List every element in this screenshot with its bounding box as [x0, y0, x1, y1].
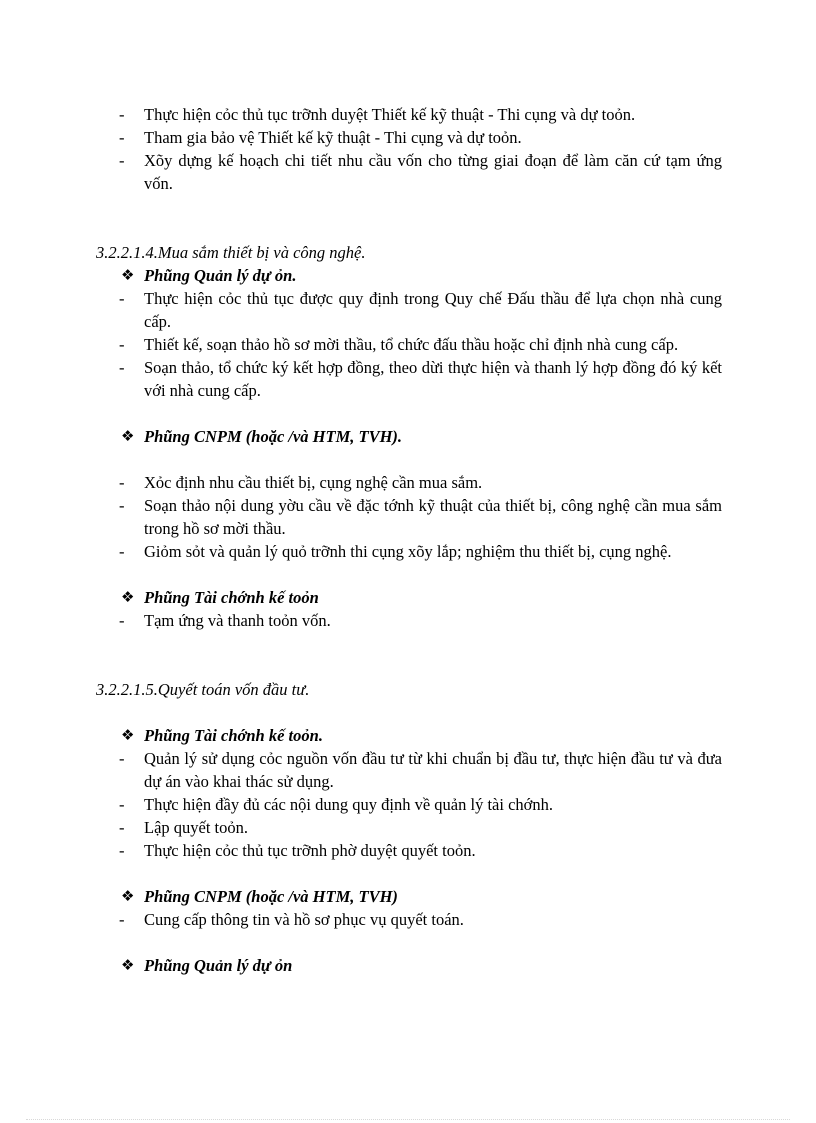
list-item-text: Xõy dựng kế hoạch chi tiết nhu cầu vốn cho từng giai đoạn để làm căn cứ tạm ứng vốn.: [144, 151, 722, 193]
subheading: [96, 954, 722, 977]
subheading: [96, 885, 722, 908]
dash-bullet: -: [119, 151, 125, 170]
subheading-text: Phũng CNPM (hoặc /và HTM, TVH): [144, 887, 398, 906]
list-item: [96, 333, 722, 356]
subheading-text: Phũng Tài chớnh kế toỏn: [144, 588, 319, 607]
list-item-text: Thiết kế, soạn thảo hồ sơ mời thầu, tổ chức đấu thầu hoặc chỉ định nhà cung cấp.: [144, 335, 679, 354]
dash-bullet: -: [119, 818, 125, 837]
list-item-text: Quản lý sử dụng cỏc nguồn vốn đầu tư từ khi chuẩn bị đầu tư, thực hiện đầu tư và đưa dự án vào khai thác sử dụng.: [144, 749, 722, 791]
subheading-text: Phũng CNPM (hoặc /và HTM, TVH).: [144, 427, 403, 446]
list-item: [96, 908, 722, 931]
list-item: [96, 793, 722, 816]
list-item-text: Soạn thảo nội dung yờu cầu về đặc tớnh kỹ thuật của thiết bị, công nghệ cần mua sắm trong hồ sơ mời thầu.: [144, 496, 722, 538]
list-item-text: Tham gia bảo vệ Thiết kế kỹ thuật - Thi cụng và dự toỏn.: [144, 128, 522, 147]
diamond-bullet-icon: ❖: [121, 266, 135, 284]
list-item-text: Tạm ứng và thanh toỏn vốn.: [144, 611, 331, 630]
dash-bullet: -: [119, 841, 125, 860]
diamond-bullet-icon: ❖: [121, 956, 135, 974]
section-heading: 3.2.2.1.5.Quyết toán vốn đầu tư.: [96, 680, 310, 699]
list-item-text: Soạn thảo, tổ chức ký kết hợp đồng, theo dừi thực hiện và thanh lý hợp đồng đó ký kết với nhà cung cấp.: [144, 358, 722, 400]
subheading-text: Phũng Tài chớnh kế toỏn.: [144, 726, 323, 745]
spacer: [96, 701, 722, 724]
dash-bullet: -: [119, 496, 125, 515]
spacer: [96, 448, 722, 471]
spacer: [96, 632, 722, 678]
list-item-text: Xỏc định nhu cầu thiết bị, cụng nghệ cần mua sắm.: [144, 473, 483, 492]
list-item: [96, 126, 722, 149]
list-item: [96, 149, 722, 195]
dash-bullet: -: [119, 749, 125, 768]
spacer: [96, 862, 722, 885]
subheading: [96, 264, 722, 287]
subheading-text: Phũng Quản lý dự ỏn.: [144, 266, 297, 285]
list-item: [96, 609, 722, 632]
list-item: [96, 471, 722, 494]
dash-bullet: -: [119, 611, 125, 630]
list-item: [96, 494, 722, 540]
list-item-text: Lập quyết toỏn.: [144, 818, 249, 837]
list-item-text: Thực hiện cỏc thủ tục được quy định trong Quy chế Đấu thầu để lựa chọn nhà cung cấp.: [144, 289, 722, 331]
spacer: [96, 931, 722, 954]
dash-bullet: -: [119, 358, 125, 377]
dash-bullet: -: [119, 289, 125, 308]
dash-bullet: -: [119, 910, 125, 929]
diamond-bullet-icon: ❖: [121, 588, 135, 606]
dash-bullet: -: [119, 473, 125, 492]
list-item: [96, 356, 722, 402]
list-item-text: Thực hiện cỏc thủ tục trỡnh duyệt Thiết kế kỹ thuật - Thi cụng và dự toỏn.: [144, 105, 636, 124]
diamond-bullet-icon: ❖: [121, 427, 135, 445]
dash-bullet: -: [119, 335, 125, 354]
subheading: [96, 425, 722, 448]
list-item: [96, 747, 722, 793]
dash-bullet: -: [119, 542, 125, 561]
list-item-text: Cung cấp thông tin và hồ sơ phục vụ quyết toán.: [144, 910, 464, 929]
list-item-text: Thực hiện cỏc thủ tục trỡnh phờ duyệt quyết toỏn.: [144, 841, 476, 860]
list-item: [96, 287, 722, 333]
section-heading: 3.2.2.1.4.Mua sắm thiết bị và công nghệ.: [96, 243, 366, 262]
spacer: [96, 195, 722, 241]
subheading: [96, 724, 722, 747]
spacer: [96, 402, 722, 425]
list-item: [96, 103, 722, 126]
page-content: [96, 103, 722, 977]
list-item: [96, 839, 722, 862]
dash-bullet: -: [119, 795, 125, 814]
diamond-bullet-icon: ❖: [121, 726, 135, 744]
subheading: [96, 586, 722, 609]
spacer: [96, 563, 722, 586]
dash-bullet: -: [119, 105, 125, 124]
list-item: [96, 816, 722, 839]
list-item-text: Giỏm sỏt và quản lý quỏ trỡnh thi cụng xõy lắp; nghiệm thu thiết bị, cụng nghệ.: [144, 542, 672, 561]
list-item-text: Thực hiện đầy đủ các nội dung quy định về quản lý tài chớnh.: [144, 795, 553, 814]
diamond-bullet-icon: ❖: [121, 887, 135, 905]
subheading-text: Phũng Quản lý dự ỏn: [144, 956, 293, 975]
dash-bullet: -: [119, 128, 125, 147]
list-item: [96, 540, 722, 563]
page-bottom-border: [26, 1119, 790, 1120]
